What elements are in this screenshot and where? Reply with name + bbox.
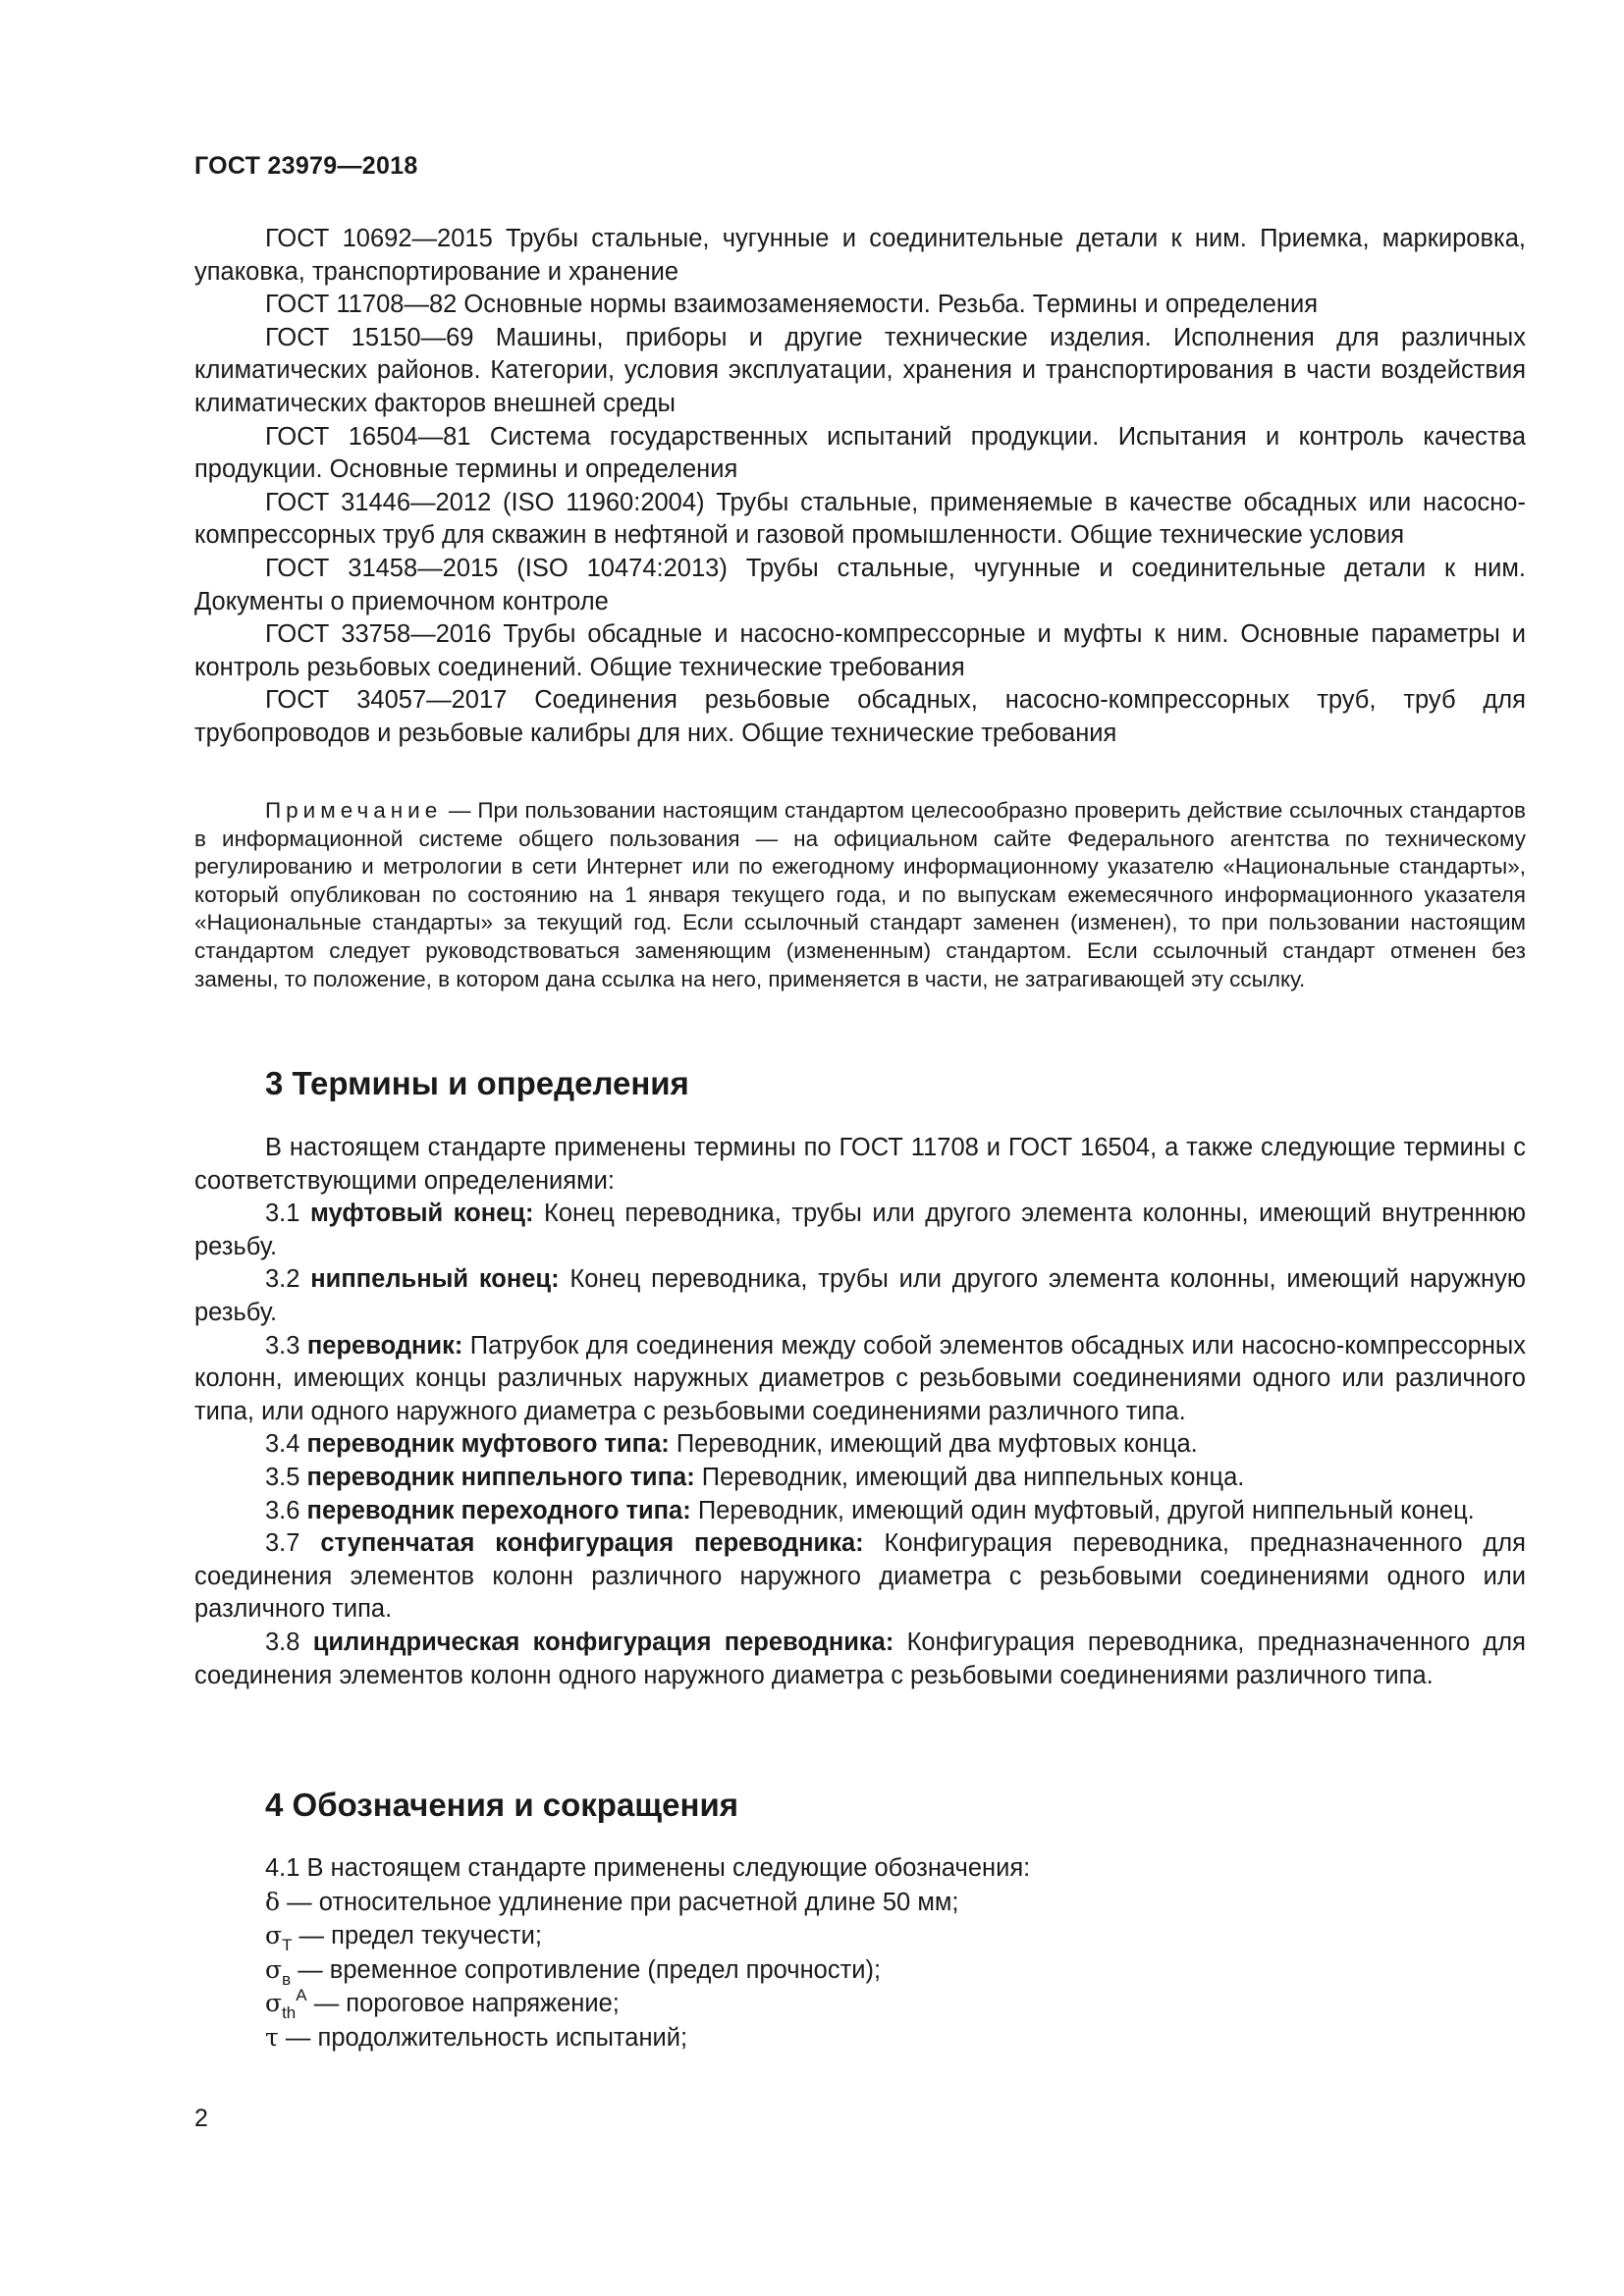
symbol-definition: [194, 1953, 1526, 1988]
reference-note: [194, 797, 1526, 993]
reference-item: ГОСТ 33758—2016 Трубы обсадные и насосно-компрессорные и муфты к ним. Основные параметры и контроль резьбовых соединений. Общие технические требования: [194, 620, 1526, 681]
page-number: 2: [194, 2105, 208, 2132]
term-number: 3.5: [265, 1463, 307, 1491]
term-definition: [194, 1263, 1526, 1329]
section-4-intro: 4.1 В настоящем стандарте применены следующие обозначения:: [265, 1854, 1031, 1882]
term-definition: [194, 1462, 1526, 1495]
term-text: Конец переводника, трубы или другого элемента колонны, имеющий внутреннюю резьбу.: [194, 1200, 1526, 1260]
term-definition: [194, 1527, 1526, 1627]
term-name: ниппельный конец:: [310, 1265, 560, 1294]
symbol-subscript: Т: [282, 1936, 293, 1955]
reference-item: ГОСТ 34057—2017 Соединения резьбовые обсадных, насосно-компрессорных труб, труб для трубопроводов и резьбовые калибры для них. Общие технические требования: [194, 686, 1526, 747]
section-4-body: [194, 1852, 1526, 2056]
section-3-intro: В настоящем стандарте применены термины по ГОСТ 11708 и ГОСТ 16504, а также следующие термины с соответствующими определениями:: [194, 1134, 1526, 1195]
term-definition: [194, 1198, 1526, 1263]
term-number: 3.7: [265, 1529, 321, 1558]
section-4-heading: 4 Обозначения и сокращения: [265, 1787, 738, 1823]
term-name: переводник ниппельного типа:: [306, 1463, 695, 1491]
section-3-body: [194, 1132, 1526, 1692]
reference-item: ГОСТ 16504—81 Система государственных испытаний продукции. Испытания и контроль качества продукции. Основные термины и определения: [194, 422, 1526, 484]
term-text: Переводник, имеющий два ниппельных конца.: [694, 1463, 1245, 1491]
section-3-heading: 3 Термины и определения: [265, 1065, 689, 1101]
symbol-text: — пороговое напряжение;: [306, 1990, 620, 2018]
symbol-definition: [194, 1886, 1526, 1920]
term-number: 3.4: [265, 1430, 307, 1459]
term-number: 3.8: [265, 1628, 313, 1656]
term-name: цилиндрическая конфигурация переводника:: [312, 1628, 894, 1656]
term-definition: [194, 1627, 1526, 1692]
term-name: ступенчатая конфигурация переводника:: [320, 1529, 864, 1558]
reference-item: ГОСТ 31458—2015 (ISO 10474:2013) Трубы стальные, чугунные и соединительные детали к ним. Документы о приемочном контроле: [194, 554, 1526, 615]
symbol: σ: [265, 1954, 283, 1984]
symbol-subscript: в: [282, 1969, 292, 1989]
note-label: Примечание: [265, 798, 443, 823]
symbol-superscript: A: [296, 1986, 307, 2005]
symbol-subscript: th: [282, 2003, 297, 2023]
reference-item: ГОСТ 10692—2015 Трубы стальные, чугунные и соединительные детали к ним. Приемка, маркировка, упаковка, транспортирование и хранение: [194, 225, 1526, 286]
term-name: переводник:: [306, 1331, 463, 1360]
symbol-definition: [194, 1919, 1526, 1953]
term-definition: [194, 1495, 1526, 1528]
term-definition: [194, 1330, 1526, 1429]
reference-item: ГОСТ 31446—2012 (ISO 11960:2004) Трубы стальные, применяемые в качестве обсадных или насосно-компрессорных труб для скважин в нефтяной и газовой промышленности. Общие технические условия: [194, 488, 1526, 550]
symbol-text: — предел текучести;: [292, 1922, 542, 1950]
symbol-definition: [194, 1987, 1526, 2021]
term-text: Конфигурация переводника, предназначенного для соединения элементов колонн различного наружного диаметра с резьбовыми соединениями одного или различного типа.: [194, 1529, 1526, 1624]
term-text: Патрубок для соединения между собой элементов обсадных или насосно-компрессорных колонн, имеющих концы различных наружных диаметров с резьбовыми соединениями одного или различного типа, или одного наружного диаметра с резьбовыми соединениями различного типа.: [194, 1331, 1526, 1425]
symbol: τ: [265, 2022, 279, 2052]
symbol-text: — относительное удлинение при расчетной длине 50 мм;: [280, 1888, 959, 1916]
symbol: σ: [265, 1989, 283, 2018]
term-number: 3.2: [265, 1265, 311, 1294]
reference-item: ГОСТ 15150—69 Машины, приборы и другие технические изделия. Исполнения для различных климатических районов. Категории, условия эксплуатации, хранения и транспортирования в части воздействия климатических факторов внешней среды: [194, 323, 1526, 417]
symbol-definition: [194, 2021, 1526, 2056]
term-number: 3.6: [265, 1496, 307, 1524]
term-name: переводник переходного типа:: [306, 1496, 691, 1524]
term-text: Переводник, имеющий два муфтовых конца.: [669, 1430, 1198, 1459]
reference-item: ГОСТ 11708—82 Основные нормы взаимозаменяемости. Резьба. Термины и определения: [265, 291, 1319, 319]
symbol: δ: [265, 1887, 281, 1916]
term-number: 3.1: [265, 1200, 310, 1228]
term-text: Конец переводника, трубы или другого элемента колонны, имеющий наружную резьбу.: [194, 1265, 1526, 1326]
term-name: переводник муфтового типа:: [306, 1430, 670, 1459]
symbol: σ: [265, 1921, 283, 1950]
symbol-text: — временное сопротивление (предел прочности);: [291, 1955, 882, 1984]
note-text: — При пользовании настоящим стандартом целесообразно проверить действие ссылочных стандартов в информационной системе общего пользования — на официальном сайте Федерального агентства по техническому регулированию и метрологии в сети Интернет или по ежегодному информационному указателю «Национальные стандарты», который опубликован по состоянию на 1 января текущего года, и по выпускам ежемесячного информационного указателя «Национальные стандарты» за текущий год. Если ссылочный стандарт заменен (изменен), то при пользовании настоящим стандартом следует руководствоваться заменяющим (измененным) стандартом. Если ссылочный стандарт отменен без замены, то положение, в котором дана ссылка на него, применяется в части, не затрагивающей эту ссылку.: [194, 798, 1526, 991]
term-name: муфтовый конец:: [309, 1200, 534, 1228]
term-definition: [194, 1428, 1526, 1462]
document-header: ГОСТ 23979—2018: [194, 152, 418, 180]
term-text: Переводник, имеющий один муфтовый, другой ниппельный конец.: [690, 1496, 1475, 1524]
symbol-text: — продолжительность испытаний;: [278, 2023, 688, 2052]
term-text: Конфигурация переводника, предназначенного для соединения элементов колонн одного наружного диаметра с резьбовыми соединениями различного типа.: [194, 1628, 1526, 1689]
normative-references: [194, 223, 1526, 751]
term-number: 3.3: [265, 1331, 307, 1360]
